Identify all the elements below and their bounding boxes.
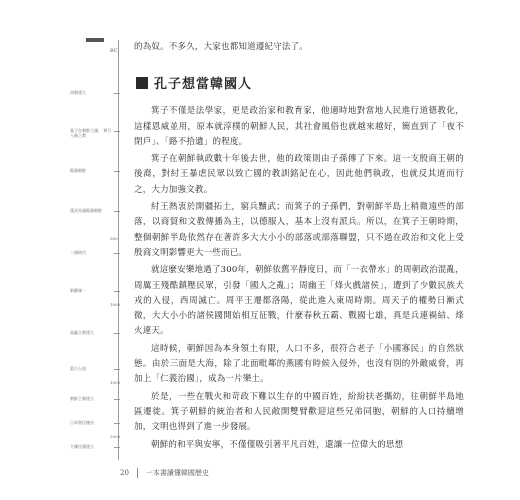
timeline-tick bbox=[114, 171, 120, 172]
paragraph: 箕子不僅是法學家，更是政治家和教育家，他適時地對當地人民進行道德教化，這樣恩威並用，原本就淳樸的朝鮮人民，其社會風俗也就越來越好，簡直到了「夜不閉戶」、「路不拾遺」的程度。 bbox=[134, 106, 464, 147]
timeline-tick bbox=[114, 447, 120, 448]
paragraph: 這時候，朝鮮因為本身領土有限，人口不多，很符合老子「小國寡民」的自然狀態。由於三面是大海，除了北面毗鄰的燕國有時候入侵外，也沒有別的外敵威脅，再加上「仁義治國」，成為一片樂土。 bbox=[134, 343, 464, 385]
timeline-bc-label: BC bbox=[110, 48, 118, 54]
timeline-tick bbox=[114, 291, 120, 292]
paragraph: 就這麼安樂地過了300年，朝鮮依舊平靜度日，而「一衣帶水」的周朝政治混亂，周厲王殘酷鎮壓民眾，引發「國人之亂」；周幽王「烽火戲諸侯」，遭到了少數民族犬戎的入侵，西周滅亡。周平王遷都洛陽，從此進入東周時期。周天子的權勢日漸式微，大大小小的諸侯國開始相互征戰，什麼春秋五霸、戰國七雄，真是兵連禍結、烽火連天。 bbox=[134, 265, 464, 337]
page-number: 20 bbox=[120, 469, 129, 477]
paragraph: 朝鮮的和平與安寧，不僅僅吸引著平凡百姓，還讓一位偉大的思想 bbox=[151, 439, 404, 450]
timeline-entry: 周朝建立 bbox=[70, 90, 86, 95]
footer-divider bbox=[137, 468, 138, 478]
timeline-year: 2000 bbox=[110, 434, 121, 439]
timeline-entry: 衛滿朝鮮 bbox=[70, 168, 86, 173]
timeline-tick bbox=[114, 333, 120, 334]
book-title: 一本書讀懂韓國歷史 bbox=[145, 469, 209, 477]
timeline-entry: 蒙古入侵 bbox=[70, 366, 86, 371]
section-heading: 孔子想當韓國人 bbox=[134, 73, 464, 92]
timeline-line bbox=[118, 40, 119, 460]
paragraph: 箕子在朝鮮執政數十年後去世，他的政策則由子孫傳了下來。這一支殷商王朝的後裔，對紂王暴虐民眾以致亡國的教訓銘記在心，因此他們執政，也就反其道而行之，大力加強文教。 bbox=[134, 154, 464, 195]
timeline-entry: 日本殖民統治 bbox=[70, 420, 94, 425]
timeline-entry: 漢武帝滅衛滿朝鮮 bbox=[70, 208, 102, 213]
timeline-year: 1500 bbox=[110, 380, 121, 385]
timeline-tick bbox=[114, 423, 120, 424]
timeline-tick bbox=[114, 369, 120, 370]
paragraph: 紂王熱衷於開疆拓土，窮兵黷武；而箕子的子孫們，對朝鮮半島上稍微遠些的部落，以商貿和文教傳播為主，以德服人，基本上沒有派兵。所以，在箕子王朝時期，整個朝鮮半島依然存在著許多大大小小的部落或部落聯盟，只不過在政治和文化上受殷商文明影響更大一些而已。 bbox=[134, 202, 464, 258]
timeline-tick bbox=[114, 131, 120, 132]
timeline-entry: 高麗王朝建立 bbox=[70, 330, 94, 335]
timeline-entry: 大韓民國建立 bbox=[70, 444, 94, 449]
timeline-sidebar bbox=[70, 40, 120, 460]
timeline-entry: 新羅統一 bbox=[70, 288, 86, 293]
timeline-year: 1000 bbox=[110, 302, 121, 307]
timeline-year: 500 bbox=[110, 236, 118, 241]
timeline-tick bbox=[114, 253, 120, 254]
timeline-start-bar bbox=[86, 38, 104, 42]
timeline-entry: 三國時代 bbox=[70, 250, 86, 255]
timeline-entry: 箕子在朝鮮立國， 實行八條之教 bbox=[70, 128, 112, 138]
paragraph: 於是，一些在戰火和苛政下難以生存的中國百姓，紛紛扶老攜幼，往朝鮮半島地區遷徙。箕子朝鮮的統治者和人民敞開雙臂歡迎這些兄弟同胞，朝鮮的人口持續增加，文明也得到了進一步發展。 bbox=[134, 391, 464, 433]
timeline-tick bbox=[114, 399, 120, 400]
page-footer bbox=[120, 466, 209, 480]
paragraph: 的為奴。不多久，大家也都知道遵紀守法了。 bbox=[134, 42, 309, 52]
main-text bbox=[134, 40, 464, 455]
timeline-tick bbox=[114, 93, 120, 94]
timeline-tick bbox=[114, 211, 120, 212]
timeline-entry: 朝鮮王朝建立 bbox=[70, 396, 94, 401]
